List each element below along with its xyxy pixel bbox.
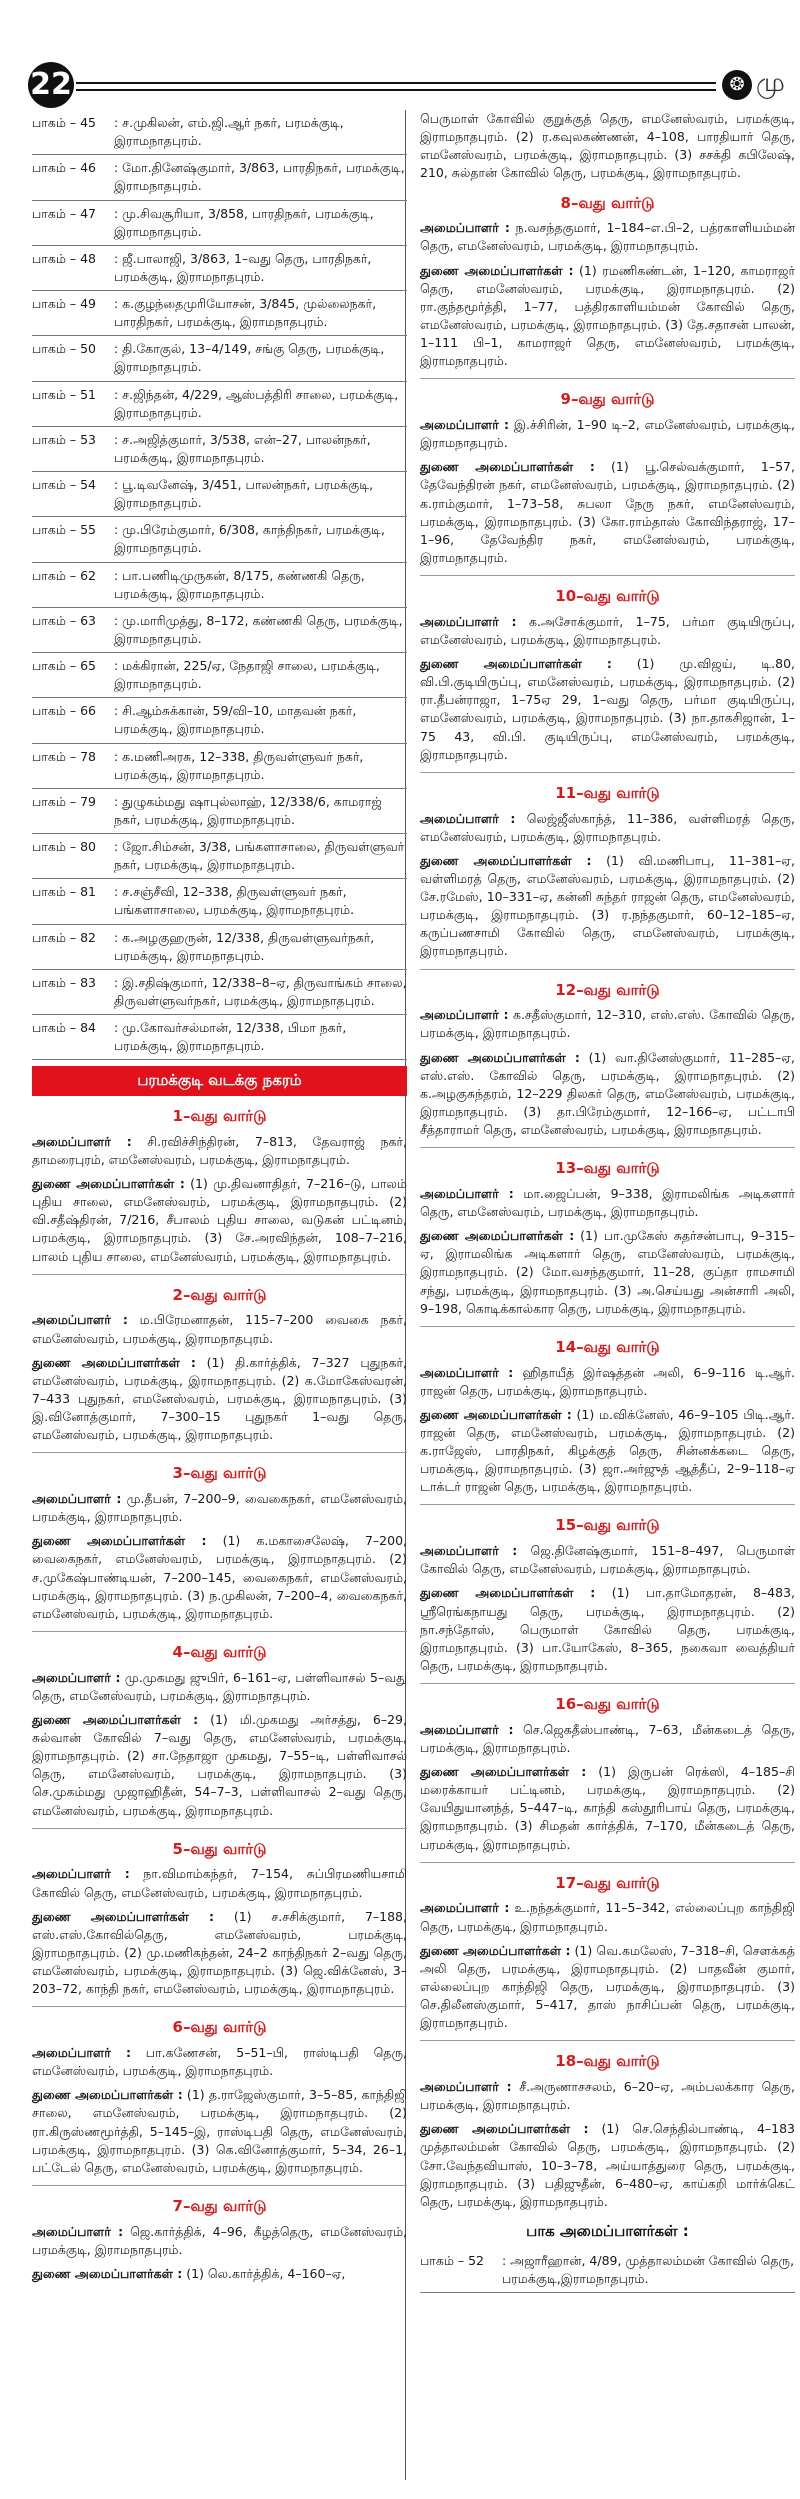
- role-text: க.சதீஸ்குமார், 12–310, எஸ்.எஸ். கோவில் தெரு, பரமக்குடி, இராமநாதபுரம்.: [420, 1007, 795, 1041]
- ward-paragraph: [32, 2223, 407, 2259]
- role-label: துணை அமைப்பாளர்கள் :: [32, 1176, 185, 1191]
- ward-title: 1–வது வார்டு: [172, 1107, 267, 1125]
- role-label: அமைப்பாளர் :: [420, 1185, 514, 1201]
- ward-paragraph: [32, 1669, 407, 1705]
- ward-title: 5–வது வார்டு: [172, 1839, 267, 1858]
- role-label: துணை அமைப்பாளர்கள் :: [32, 1711, 199, 1727]
- booth-entry: [32, 970, 407, 1015]
- role-label: அமைப்பாளர் :: [420, 1900, 510, 1916]
- ward-title: 11–வது வார்டு: [555, 783, 660, 802]
- ward-separator: [420, 969, 795, 970]
- ward-paragraph: [420, 810, 795, 846]
- ward-paragraph: [420, 2078, 795, 2114]
- ward-title: 14–வது வார்டு: [555, 1337, 660, 1356]
- ward-separator: [420, 1504, 795, 1505]
- role-label: துணை அமைப்பாளர்கள் :: [420, 262, 574, 278]
- wards-left: [32, 1106, 407, 2283]
- booth-address: : பா.பணிடிமுருகன், 8/175, கண்ணகி தெரு, பரமக்குடி, இராமநாதபுரம்.: [114, 567, 365, 601]
- booth-number: பாகம் – 51: [32, 386, 96, 402]
- booth-address: : இ.சதிஷ்குமார், 12/338–8–ஏ, திருவாங்கம் சாலை, திருவள்ளுவர்நகர், பரமக்குடி, இராமநாதபுரம்.: [114, 974, 407, 1008]
- ward-separator: [420, 378, 795, 379]
- ward-paragraph: [420, 458, 795, 567]
- ward-title: 13–வது வார்டு: [555, 1159, 660, 1178]
- role-label: அமைப்பாளர் :: [32, 1866, 130, 1882]
- ward-title: 18–வது வார்டு: [555, 2052, 660, 2071]
- ward-title: 10–வது வார்டு: [555, 587, 660, 605]
- ward-title: 17–வது வார்டு: [555, 1873, 660, 1892]
- role-text: சீ.அருணாசசலம், 6–20–ஏ, அம்பலக்கார தெரு, பரமக்குடி, இராமநாதபுரம்.: [420, 2079, 795, 2113]
- role-label: அமைப்பாளர் :: [420, 1543, 518, 1559]
- ward-title: 9–வது வார்டு: [560, 390, 655, 409]
- ward-paragraph: [32, 1711, 407, 1820]
- booth-entry: [32, 608, 407, 653]
- ward-paragraph: [420, 1763, 795, 1854]
- booth-number: பாகம் – 65: [32, 658, 96, 673]
- ward-paragraph: [420, 1721, 795, 1757]
- ward-title: 16–வது வார்டு: [555, 1695, 660, 1713]
- masthead: [0, 0, 800, 102]
- booth-list-right: [420, 2248, 795, 2293]
- role-text: (1) இருபன் ரெக்ஸி, 4–185–சி மரைக்காயர் பட்டினம், பரமக்குடி, இராமநாதபுரம். (2) வேயிதுயானந்த், 5–447–டி, காந்தி கஸ்தூரிபாய் தெரு, பரமக்குடி, இராமநாதபுரம். (3) சிமதன் கார்த்திக், 7–170, மீன்கடைத் தெரு, பரமக்குடி, இராமநாதபுரம்.: [420, 1764, 796, 1852]
- ward-separator: [32, 2185, 407, 2186]
- booth-address: : க.மணிஅரசு, 12–338, திருவள்ளுவர் நகர், பரமக்குடி, இராமநாதபுரம்.: [114, 748, 364, 782]
- role-text: (1) செ.செந்தில்பாண்டி, 4–183 முத்தாலம்மன் கோவில் தெரு, பரமக்குடி, இராமநாதபுரம். (2) சோ.வேந்தவியாஸ், 10–3–78, அய்யாத்துரை தெரு, பரமக்குடி, இராமநாதபுரம். (3) பதிஜுதீன், 6–480–ஏ, காய்கறி மார்க்கெட் தெரு, பரமக்குடி, இராமநாதபுரம்.: [420, 2121, 796, 2209]
- role-text: (1) மி.முகமது அர்சத்து, 6–29, சுல்வான் கோவில் 7–வது தெரு, எமனேஸ்வரம், பரமக்குடி, இராமநாதபுரம். (2) சா.நேதாஜா முகமது, 7–55–டி, பள்ளிவாசல் தெரு, எமனேஸ்வரம், பரமக்குடி, இராமநாதபுரம். (3) செ.முகம்மது முஜாஹிதீன், 54–7–3, பள்ளிவாசல் 2–வது தெரு, எமனேஸ்வரம், பரமக்குடி, இராமநாதபுரம்.: [32, 1711, 407, 1818]
- booth-address: : மு.மாரிமுத்து, 8–172, கண்ணகி தெரு, பரமக்குடி, இராமநாதபுரம்.: [114, 612, 403, 646]
- role-text: (1) பூ.செல்வக்குமார், 1–57, தேவேந்திரன் நகர், எமனேஸ்வரம், பரமக்குடி, இராமநாதபுரம். (2) க.ராம்குமார், 1–73–58, சுபலா நேரு நகர், எமனேஸ்வரம், பரமக்குடி, இராமநாதபுரம். (3) கோ.ராம்தாஸ் கோவிந்தராஜ், 17–1–96, தேவேந்திர நகர், எமனேஸ்வரம், பரமக்குடி, இராமநாதபுரம்.: [420, 459, 795, 565]
- ward-paragraph: [420, 262, 795, 371]
- role-label: துணை அமைப்பாளர்கள் :: [420, 1049, 580, 1065]
- ward-paragraph: [420, 416, 795, 452]
- booth-address: : க.அழகுஹருன், 12/338, திருவள்ளுவர்நகர், பரமக்குடி, இராமநாதபுரம்.: [114, 929, 375, 963]
- role-label: அமைப்பாளர் :: [420, 613, 517, 629]
- ward-title: 15–வது வார்டு: [555, 1516, 660, 1535]
- role-text: (1) லெ.கார்த்திக், 4–160–ஏ,: [182, 2265, 346, 2281]
- ward-separator: [420, 575, 795, 576]
- role-label: துணை அமைப்பாளர்கள் :: [420, 2121, 589, 2137]
- role-text: இ.ச்சிரின், 1–90 டி–2, எமனேஸ்வரம், பரமக்குடி, இராமநாதபுரம்.: [420, 417, 795, 451]
- booth-entry: [32, 110, 407, 155]
- role-text: மா.ஜைப்பன், 9–338, இராமலிங்க அடிகளார் தெரு, எமனேஸ்வரம், பரமக்குடி, இராமநாதபுரம்.: [420, 1185, 795, 1219]
- booth-entry: [32, 698, 407, 743]
- booth-address: : பூ.டிவனேஷ், 3/451, பாலன்நகர், பரமக்குடி, இராமநாதபுரம்.: [114, 477, 374, 511]
- ward-title: 3–வது வார்டு: [172, 1464, 267, 1483]
- booth-address: : மு.பிரேம்குமார், 6/308, காந்திநகர், பரமக்குடி, இராமநாதபுரம்.: [114, 522, 385, 556]
- booth-entry: [32, 653, 407, 698]
- section-banner: பரமக்குடி வடக்கு நகரம்: [32, 1066, 407, 1096]
- role-text: (1) ரமணிகண்டன், 1–120, காமராஜர் தெரு, எமனேஸ்வரம், பரமக்குடி, இராமநாதபுரம். (2) ரா.குந்தமூர்த்தி, 1–77, பத்திரகாளியம்மன் கோவில் தெரு, எமனேஸ்வரம், பரமக்குடி, இராமநாதபுரம். (3) தே.சதாசன் பாலன், 1–111 பி–1, காமராஜர் தெரு, எமனேஸ்வரம், பரமக்குடி, இராமநாதபுரம்.: [420, 262, 796, 369]
- page-number: 22: [28, 62, 74, 108]
- ward-title: 12–வது வார்டு: [555, 980, 660, 999]
- ward-paragraph: [420, 2120, 795, 2211]
- role-text: (1) ம.விக்னேஸ், 46–9–105 பிடி.ஆர். ராஜன் தெரு, எமனேஸ்வரம், பரமக்குடி, இராமநாதபுரம். (2) க.ராஜேஸ், பாரதிநகர், கிழக்குத் தெரு, சின்னக்கடை தெரு, பரமக்குடி, இராமநாதபுரம். (3) ஜா.அர்ஜுத் ஆத்தீப், 2–9–118–ஏ டாக்டர் ராஜன் தெரு, பரமக்குடி, இராமநாதபுரம்.: [420, 1406, 795, 1495]
- booth-address: : ச.முகிலன், எம்.ஜி.ஆர் நகர், பரமக்குடி, இராமநாதபுரம்.: [114, 115, 344, 149]
- role-text: உ.நந்தக்குமார், 11–5–342, எல்லைப்புற காந்திஜி தெரு, பரமக்குடி, இராமநாதபுரம்.: [420, 1900, 795, 1934]
- booth-number: பாகம் – 83: [32, 974, 96, 990]
- booth-number: பாகம் – 79: [32, 793, 96, 809]
- booth-entry: [32, 563, 407, 608]
- booth-entry: [32, 744, 407, 789]
- ward-paragraph: [32, 1532, 407, 1623]
- role-label: அமைப்பாளர் :: [420, 1721, 514, 1737]
- booth-address: : மு.சிவசூரியா, 3/858, பாரதிநகர், பரமக்குடி, இராமநாதபுரம்.: [114, 205, 374, 239]
- ward-separator: [32, 1631, 407, 1632]
- role-text: (1) மு.திவனாதிதர், 7–216–டு, பாலம் புதிய சாலை, எமனேஸ்வரம், பரமக்குடி, இராமநாதபுரம். (2) வி.சதீஷ்திரன், 7/216, சீபாலம் புதிய சாலை, வடுகன் பட்டினம், பரமக்குடி, இராமநாதபுரம். (3) சே.அரவிந்தன், 108–7–216, பாலம் புதிய சாலை, எமனேஸ்வரம், பரமக்குடி, இராமநாதபுரம்.: [32, 1176, 407, 1264]
- emblem-icon: ❂: [722, 70, 752, 100]
- booth-address: : மு.கோவர்சல்மான், 12/338, பிமா நகர், பரமக்குடி, இராமநாதபுரம்.: [114, 1020, 347, 1054]
- continuation-text: பெருமாள் கோவில் குறுக்குத் தெரு, எமனேஸ்வரம், பரமக்குடி, இராமநாதபுரம். (2) ர.கவுலகண்ணன், 4–108, பாரதியார் தெரு, எமனேஸ்வரம், பரமக்குடி, இராமநாதபுரம். (3) சசக்தி கபிலேஷ், 210, சுல்தான் கோவில் தெரு, பரமக்குடி, இராமநாதபுரம்.: [420, 111, 795, 181]
- left-column: [32, 110, 407, 2289]
- booth-number: பாகம் – 52: [420, 2252, 484, 2268]
- role-text: செ.ஜெகதீஸ்பாண்டி, 7–63, மீன்கடைத் தெரு, பரமக்குடி, இராமநாதபுரம்.: [420, 1721, 796, 1755]
- ward-paragraph: [32, 2265, 407, 2283]
- booth-number: பாகம் – 55: [32, 522, 96, 538]
- booth-entry: [32, 879, 407, 924]
- role-label: அமைப்பாளர் :: [420, 1007, 509, 1023]
- role-label: துணை அமைப்பாளர்கள் :: [420, 1406, 572, 1422]
- booth-number: பாகம் – 78: [32, 748, 96, 764]
- ward-separator: [420, 772, 795, 773]
- booth-address: : அஜாரீஹான், 4/89, முத்தாலம்மன் கோவில் தெரு, பரமக்குடி,இராமநாதபுரம்.: [502, 2252, 795, 2286]
- ward-paragraph: [32, 1865, 407, 1901]
- booth-entry: [32, 382, 407, 427]
- role-text: மு.தீபன், 7–200–9, வைகைநகர், எமனேஸ்வரம், பரமக்குடி, இராமநாதபுரம்.: [32, 1491, 407, 1525]
- booth-number: பாகம் – 48: [32, 250, 96, 266]
- booth-number: பாகம் – 80: [32, 839, 96, 854]
- ward-title: 7–வது வார்டு: [172, 2196, 267, 2215]
- role-text: (1) க.மகாசைலேஷ், 7–200, வைகைநகர், எமனேஸ்வரம், பரமக்குடி, இராமநாதபுரம். (2) ச.முகேஷ்பாண்டியன், 7–200–145, வைகைநகர், எமனேஸ்வரம், பரமக்குடி, இராமநாதபுரம். (3) ந.முகிலன், 7–200–4, வைகைநகர், எமனேஸ்வரம், பரமக்குடி, இராமநாதபுரம்.: [32, 1533, 407, 1621]
- role-label: துணை அமைப்பாளர்கள் :: [420, 1942, 571, 1958]
- role-text: (1) ச.சசிக்குமார், 7–188, எஸ்.எஸ்.கோவில்தெரு, எமனேஸ்வரம், பரமக்குடி, இராமநாதபுரம். (2) மு.மணிகந்தன், 24–2 காந்திநகர் 2–வது தெரு, எமனேஸ்வரம், பரமக்குடி, இராமநாதபுரம். (3) ஜெ.விக்னேஸ், 3–203–72, காந்தி நகர், எமனேஸ்வரம், பரமக்குடி, இராமநாதபுரம்.: [32, 1908, 407, 1997]
- booth-entry: [32, 472, 407, 517]
- role-label: அமைப்பாளர் :: [420, 810, 516, 826]
- booth-entry: [32, 201, 407, 246]
- booth-number: பாகம் – 46: [32, 160, 96, 176]
- role-label: துணை அமைப்பாளர்கள் :: [32, 1908, 214, 1924]
- ward-title: 6–வது வார்டு: [172, 2018, 267, 2037]
- ward-paragraph: [420, 655, 795, 764]
- ward-paragraph: [420, 1006, 795, 1042]
- role-text: (1) வி.மணிபாபு, 11–381–ஏ, வள்ளிமரத் தெரு, எமனேஸ்வரம், பரமக்குடி, இராமநாதபுரம். (2) சே.ரமேஸ், 10–331–ஏ, கன்னி சுந்தர் ராஜன் தெரு, எமனேஸ்வரம், பரமக்குடி, இராமநாதபுரம். (3) ர.நந்தகுமார், 60–12–185–ஏ, கருப்பணசாமி கோவில் தெரு, எமனேஸ்வரம், பரமக்குடி, இராமநாதபுரம்.: [420, 852, 795, 959]
- role-text: ஹிதாயீத் இர்ஷத்தன் அலி, 6–9–116 டி.ஆர். ராஜன் தெரு, பரமக்குடி, இராமநாதபுரம்.: [420, 1364, 795, 1398]
- ward-paragraph: [32, 1908, 407, 1999]
- role-text: (1) வா.தினேஸ்குமார், 11–285–ஏ, எஸ்.எஸ். கோவில் தெரு, பரமக்குடி, இராமநாதபுரம். (2) க.அழகுசுந்தரம், 12–229 திலகர் தெரு, எமனேஸ்வரம், பரமக்குடி, இராமநாதபுரம். (3) தா.பிரேம்குமார், 12–166–ஏ, பட்டாபி சீத்தாராமர் தெரு, எமனேஸ்வரம், பரமக்குடி, இராமநாதபுரம்.: [420, 1049, 795, 1137]
- role-label: அமைப்பாளர் :: [32, 2045, 131, 2060]
- booth-number: பாகம் – 53: [32, 431, 96, 447]
- role-text: நா.விமாம்கந்தர், 7–154, சுப்பிரமணியசாமி கோவில் தெரு, எமனேஸ்வரம், பரமக்குடி, இராமநாதபுரம்.: [32, 1866, 408, 1900]
- role-label: அமைப்பாளர் :: [420, 1364, 514, 1380]
- booth-number: பாகம் – 82: [32, 929, 96, 945]
- role-label: துணை அமைப்பாளர்கள் :: [32, 1354, 196, 1370]
- right-column: [420, 110, 795, 2293]
- ward-title: 4–வது வார்டு: [172, 1642, 267, 1661]
- ward-paragraph: [420, 219, 795, 255]
- ward-separator: [32, 1274, 407, 1275]
- ward-paragraph: [420, 1364, 795, 1400]
- role-text: ம.பிரேமனாதன், 115–7–200 வைகை நகர், எமனேஸ்வரம், பரமக்குடி, இராமநாதபுரம்.: [32, 1312, 407, 1346]
- booth-entry: [32, 336, 407, 381]
- role-text: ஜெ.கார்த்திக், 4–96, கீழத்தெரு, எமனேஸ்வரம், பரமக்குடி, இராமநாதபுரம்.: [32, 2223, 407, 2257]
- role-label: அமைப்பாளர் :: [32, 1133, 132, 1149]
- booth-heading: பாக அமைப்பாளர்கள் :: [526, 2221, 689, 2240]
- booth-entry: [32, 246, 407, 291]
- booth-entry: [32, 155, 407, 200]
- booth-number: பாகம் – 54: [32, 477, 96, 492]
- ward-separator: [420, 1326, 795, 1327]
- wards-right: [420, 193, 795, 2211]
- role-label: துணை அமைப்பாளர்கள் :: [420, 1764, 587, 1779]
- booth-number: பாகம் – 84: [32, 1020, 96, 1035]
- role-text: க.அசோக்குமார், 1–75, பர்மா குடியிருப்பு, எமனேஸ்வரம், பரமக்குடி, இராமநாதபுரம்.: [420, 613, 796, 647]
- booth-entry: [32, 925, 407, 970]
- booth-address: : தி.கோகுல், 13–4/149, சங்கு தெரு, பரமக்குடி, இராமநாதபுரம்.: [114, 341, 385, 375]
- role-label: துணை அமைப்பாளர்கள் :: [420, 656, 612, 671]
- role-text: மு.முகமது ஜுபிர், 6–161–ஏ, பள்ளிவாசல் 5–வது தெரு, எமனேஸ்வரம், பரமக்குடி, இராமநாதபுரம்.: [32, 1669, 408, 1703]
- booth-address: : ச.சஞ்சீவி, 12–338, திருவள்ளுவர் நகர், பங்களாசாலை, பரமக்குடி, இராமநாதபுரம்.: [114, 884, 355, 918]
- role-text: (1) த.ராஜேஸ்குமார், 3–5–85, காந்திஜி சாலை, எமனேஸ்வரம், பரமக்குடி, இராமநாதபுரம். (2) ரா.கிருஸ்ணமூர்த்தி, 5–145–இ, ராஸ்டிபதி தெரு, எமனேஸ்வரம், பரமக்குடி, இராமநாதபுரம். (3) கெ.வினோத்குமார், 5–34, 26–1, பட்டேல் தெரு, எமனேஸ்வரம், பரமக்குடி, இராமநாதபுரம்.: [32, 2087, 407, 2175]
- ward-paragraph: [420, 1406, 795, 1497]
- booth-entry: [32, 517, 407, 562]
- role-label: அமைப்பாளர் :: [32, 2223, 124, 2239]
- ward-paragraph: [420, 1942, 795, 2033]
- ward-paragraph: [32, 1175, 407, 1266]
- ward-separator: [32, 1828, 407, 1829]
- role-label: துணை அமைப்பாளர்கள் :: [420, 1585, 596, 1601]
- ward-paragraph: [32, 1311, 407, 1347]
- role-label: துணை அமைப்பாளர்கள் :: [32, 2087, 183, 2103]
- ward-title: 8–வது வார்டு: [560, 193, 655, 212]
- role-text: (1) வெ.கமலேஸ், 7–318–சி, சௌக்கத் அலி தெரு, பரமக்குடி, இராமநாதபுரம். (2) பாதவீன் குமார், எல்லைப்புற காந்திஜி தெரு, பரமக்குடி, இராமநாதபுரம். (3) செ.திலீனஸ்குமார், 5–417, தாஸ் நாசிப்பன் தெரு, பரமக்குடி, இராமநாதபுரம்.: [420, 1942, 795, 2031]
- role-text: லெஜ்ஜீஸ்காந்த், 11–386, வள்ளிமரத் தெரு, எமனேஸ்வரம், பரமக்குடி, இராமநாதபுரம்.: [420, 810, 795, 844]
- ward-separator: [420, 2040, 795, 2041]
- ward-separator: [420, 1147, 795, 1148]
- booth-entry: [32, 789, 407, 834]
- ward-paragraph: [420, 852, 795, 961]
- role-label: துணை அமைப்பாளர்கள் :: [420, 459, 595, 475]
- booth-number: பாகம் – 63: [32, 612, 96, 628]
- role-label: அமைப்பாளர் :: [32, 1669, 121, 1685]
- ward-paragraph: [420, 1049, 795, 1140]
- role-label: அமைப்பாளர் :: [32, 1491, 122, 1506]
- header-rule: [76, 82, 716, 91]
- role-text: சி.ரவிச்சிந்திரன், 7–813, தேவராஜ் நகர், தாமரைபுரம், எமனேஸ்வரம், பரமக்குடி, இராமநாதபுரம்.: [32, 1133, 407, 1167]
- booth-number: பாகம் – 66: [32, 703, 96, 719]
- ward-separator: [420, 1683, 795, 1684]
- booth-address: : ச.அஜித்குமார், 3/538, என்–27, பாலன்நகர், பரமக்குடி, இராமநாதபுரம்.: [114, 431, 371, 465]
- booth-entry: [32, 1015, 407, 1060]
- role-text: (1) தி.கார்த்திக், 7–327 புதுநகர், எமனேஸ்வரம், பரமக்குடி, இராமநாதபுரம். (2) க.மோகேஸ்வரன், 7–433 புதுநகர், எமனேஸ்வரம், பரமக்குடி, இராமநாதபுரம். (3) இ.வினோத்குமார், 7–300–15 புதுநகர் 1–வது தெரு, எமனேஸ்வரம், பரமக்குடி, இராமநாதபுரம்.: [32, 1354, 407, 1443]
- ward-title: 2–வது வார்டு: [172, 1285, 267, 1304]
- booth-address: : துழுகம்மது ஷாபுல்லாஹ், 12/338/6, காமராஜ் நகர், பரமக்குடி, இராமநாதபுரம்.: [114, 793, 382, 827]
- role-label: துணை அமைப்பாளர்கள் :: [32, 1533, 207, 1549]
- ward-paragraph: [32, 1490, 407, 1526]
- booth-list-left: [32, 110, 407, 1060]
- booth-number: பாகம் – 45: [32, 115, 96, 130]
- booth-number: பாகம் – 49: [32, 296, 96, 311]
- ward-paragraph: [420, 1584, 795, 1675]
- booth-number: பாகம் – 81: [32, 884, 96, 900]
- booth-address: : சி.ஆம்சுக்கான், 59/வி–10, மாதவன் நகர், பரமக்குடி, இராமநாதபுரம்.: [114, 703, 357, 737]
- ward-paragraph: [32, 2044, 407, 2080]
- role-text: (1) பா.தாமோதரன், 8–483, ஸ்ரீரெங்கநாயது தெரு, பரமக்குடி, இராமநாதபுரம். (2) நா.சந்தோஸ், பெருமாள் கோவில் தெரு, பரமக்குடி, இராமநாதபுரம். (3) பா.யோகேஸ், 8–365, நகைவா வைத்தியர் தெரு, பரமக்குடி, இராமநாதபுரம்.: [420, 1585, 795, 1673]
- booth-number: பாகம் – 50: [32, 341, 96, 357]
- role-label: துணை அமைப்பாளர்கள் :: [420, 1228, 575, 1244]
- role-label: துணை அமைப்பாளர்கள் :: [32, 2265, 183, 2281]
- ward-separator: [32, 1452, 407, 1453]
- role-label: அமைப்பாளர் :: [420, 417, 509, 432]
- role-label: அமைப்பாளர் :: [420, 220, 510, 236]
- booth-entry: [420, 2248, 795, 2293]
- role-label: துணை அமைப்பாளர்கள் :: [420, 852, 592, 868]
- role-text: ஜெ.தினேஷ்குமார், 151–8–497, பெருமாள் கோவில் தெரு, எமனேஸ்வரம், பரமக்குடி, இராமநாதபுரம்.: [420, 1543, 795, 1577]
- ward-paragraph: [420, 1899, 795, 1935]
- booth-entry: [32, 834, 407, 879]
- ward-paragraph: [420, 1542, 795, 1578]
- ward-paragraph: [32, 2086, 407, 2177]
- ward-paragraph: [420, 1227, 795, 1318]
- booth-address: : ஜோ.சிம்சன், 3/38, பங்களாசாலை, திருவள்ளுவர் நகர், பரமக்குடி, இராமநாதபுரம்.: [114, 839, 405, 873]
- booth-number: பாகம் – 62: [32, 567, 96, 583]
- role-label: அமைப்பாளர் :: [32, 1312, 128, 1328]
- role-text: (1) பா.முகேஸ் சுதர்சன்பாபு, 9–315–ஏ, இராமலிங்க அடிகளார் தெரு, எமனேஸ்வரம், பரமக்குடி, இராமநாதபுரம். (2) மோ.வசந்தகுமார், 11–28, குப்தா ராமசாமி சந்து, பரமக்குடி, இராமநாதபுரம். (3) அ.செய்யது அன்சாரி அலி, 9–198, கொடிக்கால்கார தெரு, பரமக்குடி, இராமநாதபுரம்.: [420, 1228, 796, 1316]
- ward-separator: [32, 2006, 407, 2007]
- ward-paragraph: [420, 613, 795, 649]
- booth-address: : மோ.தினேஷ்குமார், 3/863, பாரதிநகர், பரமக்குடி, இராமநாதபுரம்.: [114, 160, 405, 194]
- booth-address: : ச.ஜிந்தன், 4/229, ஆஸ்பத்திரி சாலை, பரமக்குடி, இராமநாதபுரம்.: [114, 386, 399, 420]
- booth-entry: [32, 427, 407, 472]
- ward-paragraph: [32, 1133, 407, 1169]
- booth-address: : மக்கிரான், 225/ஏ, நேதாஜி சாலை, பரமக்குடி, இராமநாதபுரம்.: [114, 658, 380, 692]
- booth-address: : ஜீ.பாலாஜி, 3/863, 1–வது தெரு, பாரதிநகர், பரமக்குடி, இராமநாதபுரம்.: [114, 250, 372, 284]
- booth-number: பாகம் – 47: [32, 205, 96, 221]
- booth-entry: [32, 291, 407, 336]
- brand-text: மு: [756, 68, 785, 98]
- booth-address: : க.குழந்தைமுரியோசன், 3/845, முல்லைநகர், பாரதிநகர், பரமக்குடி, இராமநாதபுரம்.: [114, 296, 377, 330]
- role-label: அமைப்பாளர் :: [420, 2079, 512, 2094]
- ward-paragraph: [32, 1354, 407, 1445]
- ward-paragraph: [420, 1185, 795, 1221]
- role-text: பா.கணேசன், 5–51–பி, ராஸ்டிபதி தெரு, எமனேஸ்வரம், பரமக்குடி, இராமநாதபுரம்.: [32, 2045, 408, 2079]
- role-text: ந.வசந்தகுமார், 1–184–எ.பி–2, பத்ரகாளியம்மன் தெரு, எமனேஸ்வரம், பரமக்குடி, இராமநாதபுரம்.: [420, 220, 795, 254]
- ward-separator: [420, 1862, 795, 1863]
- role-text: (1) மு.விஜய், டி.80, வி.பி.குடியிருப்பு, எமனேஸ்வரம், பரமக்குடி, இராமநாதபுரம். (2) ரா.தீபன்ராஜா, 1–75ஏ 29, 1–வது தெரு, பர்மா குடியிருப்பு, எமனேஸ்வரம், பரமக்குடி, இராமநாதபுரம். (3) நா.தாகசிஜான், 1–75 43, வி.பி. குடியிருப்பு, எமனேஸ்வரம், பரமக்குடி, இராமநாதபுரம்.: [420, 656, 795, 762]
